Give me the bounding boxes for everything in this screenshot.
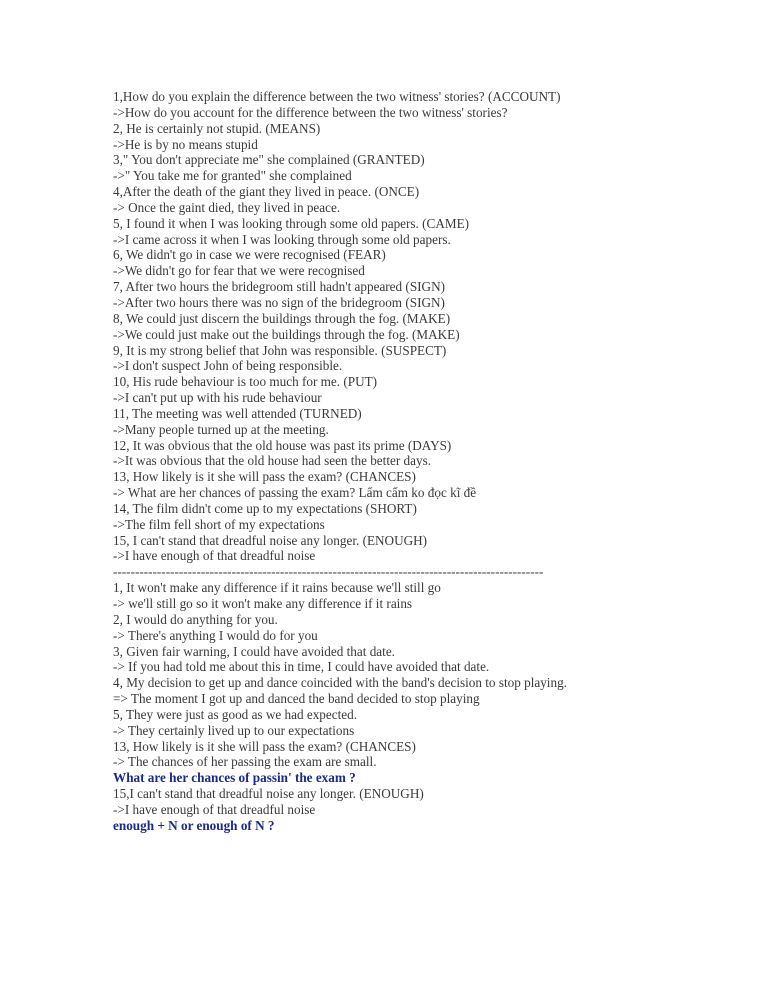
text-line: 14, The film didn't come up to my expectations (SHORT): [113, 500, 417, 516]
text-line: 2, He is certainly not stupid. (MEANS): [113, 120, 321, 136]
text-line: ->I have enough of that dreadful noise: [113, 548, 316, 564]
text-line: 11, The meeting was well attended (TURNED): [113, 405, 362, 421]
text-line: 6, We didn't go in case we were recognised (FEAR): [113, 247, 386, 263]
text-line: 2, I would do anything for you.: [113, 611, 278, 627]
text-line: 1,How do you explain the difference between the two witness' stories? (ACCOUNT): [113, 89, 561, 104]
text-line: ->We didn't go for fear that we were recognised: [113, 263, 365, 279]
text-line: ->I can't put up with his rude behaviour: [113, 390, 322, 406]
text-line: ->We could just make out the buildings through the fog. (MAKE): [113, 326, 460, 342]
text-line: ->I don't suspect John of being responsible.: [113, 358, 343, 374]
document-body: [113, 89, 753, 834]
text-line: ->It was obvious that the old house had seen the better days.: [113, 453, 432, 469]
text-line: -> If you had told me about this in time, I could have avoided that date.: [113, 659, 490, 675]
text-line: 1, It won't make any difference if it rains because we'll still go: [113, 580, 441, 596]
text-line: ->I have enough of that dreadful noise: [113, 801, 316, 817]
text-line: ->I came across it when I was looking through some old papers.: [113, 231, 451, 247]
text-line: => The moment I got up and danced the band decided to stop playing: [113, 691, 480, 707]
text-line: 15,I can't stand that dreadful noise any longer. (ENOUGH): [113, 786, 424, 802]
text-line: --------------------------------------------------------------------------------------------------: [113, 564, 544, 580]
text-line: 9, It is my strong belief that John was responsible. (SUSPECT): [113, 342, 447, 358]
text-line: 3, Given fair warning, I could have avoided that date.: [113, 643, 395, 659]
text-line: ->" You take me for granted" she complained: [113, 168, 352, 184]
text-line: ->He is by no means stupid: [113, 136, 258, 152]
text-line: ->After two hours there was no sign of the bridegroom (SIGN): [113, 294, 445, 310]
text-line: ->How do you account for the difference between the two witness' stories?: [113, 104, 508, 120]
text-line: -> There's anything I would do for you: [113, 627, 318, 643]
text-line: -> The chances of her passing the exam are small.: [113, 754, 377, 770]
emphasis-line: What are her chances of passin' the exam ?: [113, 770, 356, 786]
text-line: 7, After two hours the bridegroom still hadn't appeared (SIGN): [113, 279, 445, 295]
text-line: 13, How likely is it she will pass the exam? (CHANCES): [113, 738, 416, 754]
text-line: 5, I found it when I was looking through some old papers. (CAME): [113, 215, 470, 231]
text-line: 4,After the death of the giant they lived in peace. (ONCE): [113, 184, 420, 200]
text-line: -> Once the gaint died, they lived in peace.: [113, 199, 341, 215]
text-line: ->Many people turned up at the meeting.: [113, 421, 329, 437]
text-line: -> we'll still go so it won't make any difference if it rains: [113, 596, 413, 611]
text-line: 12, It was obvious that the old house was past its prime (DAYS): [113, 437, 452, 453]
text-line: 10, His rude behaviour is too much for me. (PUT): [113, 374, 378, 390]
emphasis-line: enough + N or enough of N ?: [113, 817, 275, 833]
text-line: 15, I can't stand that dreadful noise any longer. (ENOUGH): [113, 532, 428, 548]
text-line: 8, We could just discern the buildings through the fog. (MAKE): [113, 310, 451, 326]
text-line: 5, They were just as good as we had expected.: [113, 706, 358, 722]
text-line: -> What are her chances of passing the exam? Lẩm cẩm ko đọc kĩ đề: [113, 485, 477, 501]
text-line: 13, How likely is it she will pass the exam? (CHANCES): [113, 469, 416, 485]
text-line: ->The film fell short of my expectations: [113, 516, 325, 532]
text-line: 4, My decision to get up and dance coincided with the band's decision to stop playing.: [113, 675, 567, 691]
text-line: 3," You don't appreciate me" she complained (GRANTED): [113, 152, 425, 168]
text-line: -> They certainly lived up to our expectations: [113, 722, 355, 738]
